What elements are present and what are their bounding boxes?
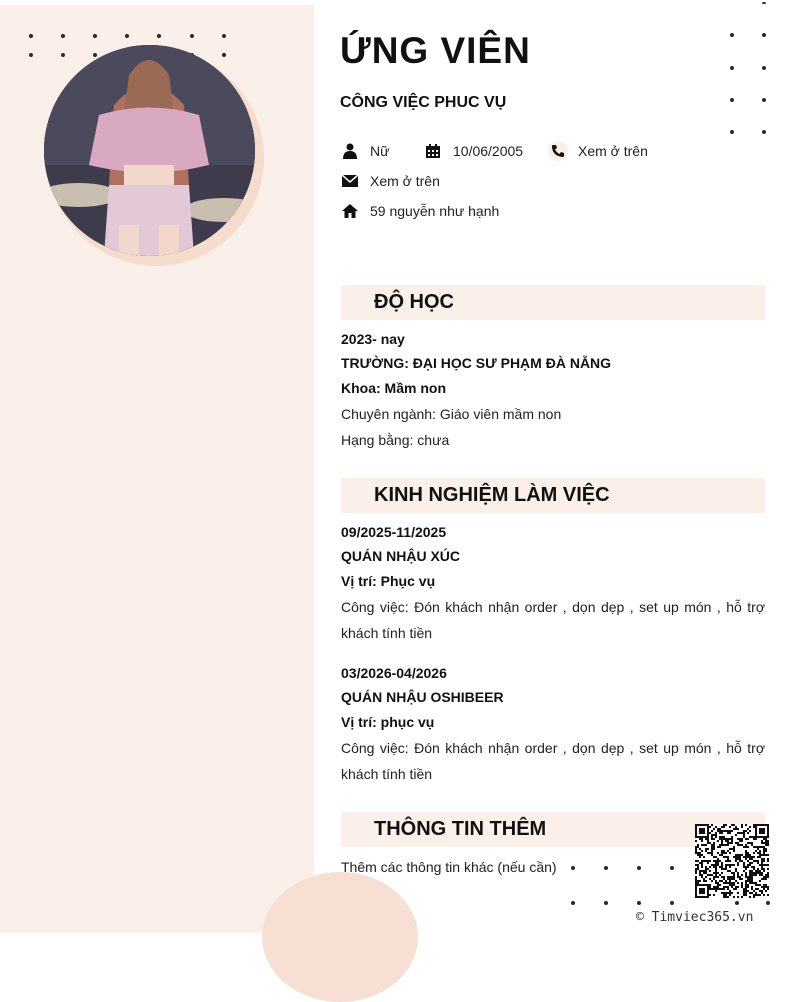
experience-section-header (341, 478, 765, 513)
experience-heading: KINH NGHIỆM LÀM VIỆC (374, 484, 610, 506)
phone-value: Xem ở trên (578, 143, 648, 159)
job-title: CÔNG VIỆC PHUC VỤ (340, 94, 507, 111)
education-section-header (341, 285, 765, 320)
experience-period: 09/2025-11/2025 (341, 524, 447, 540)
candidate-name: ỨNG VIÊN (340, 30, 531, 71)
education-rank: Hạng bằng: chưa (341, 432, 450, 448)
experience-description: Công việc: Đón khách nhận order , dọn dẹp , set up món , hỗ trợ khách tính tiền (341, 599, 765, 641)
education-heading: ĐỘ HỌC (374, 291, 454, 313)
additional-heading: THÔNG TIN THÊM (374, 818, 547, 840)
person-icon (340, 141, 360, 161)
additional-text: Thêm các thông tin khác (nếu cần) (341, 859, 557, 875)
education-period: 2023- nay (341, 331, 405, 347)
decorative-circle (262, 872, 418, 1002)
gender-value: Nữ (370, 143, 390, 159)
experience-position: Vị trí: phục vụ (341, 714, 435, 730)
avatar (44, 45, 255, 256)
calendar-icon (423, 141, 443, 161)
experience-description: Công việc: Đón khách nhận order , dọn dẹp , set up món , hỗ trợ khách tính tiền (341, 740, 765, 782)
birthdate-row (423, 141, 523, 161)
email-icon (340, 171, 360, 191)
experience-period: 03/2026-04/2026 (341, 665, 447, 681)
education-faculty: Khoa: Mầm non (341, 380, 446, 396)
home-icon (340, 201, 360, 221)
address-value: 59 nguyễn như hạnh (370, 203, 500, 219)
education-school: TRƯỜNG: ĐẠI HỌC SƯ PHẠM ĐÀ NẴNG (341, 355, 612, 371)
experience-company: QUÁN NHẬU OSHIBEER (341, 689, 504, 705)
email-value: Xem ở trên (370, 173, 440, 189)
gender-row (340, 141, 389, 161)
watermark: © Timviec365.vn (636, 910, 754, 925)
email-row (340, 171, 440, 191)
phone-icon (548, 141, 568, 161)
phone-row (548, 141, 648, 161)
address-row (340, 201, 499, 221)
qr-code (695, 824, 769, 898)
experience-position: Vị trí: Phục vụ (341, 573, 436, 589)
experience-company: QUÁN NHẬU XÚC (341, 548, 460, 564)
education-major: Chuyên ngành: Giáo viên mầm non (341, 406, 562, 422)
birthdate-value: 10/06/2005 (453, 143, 524, 159)
